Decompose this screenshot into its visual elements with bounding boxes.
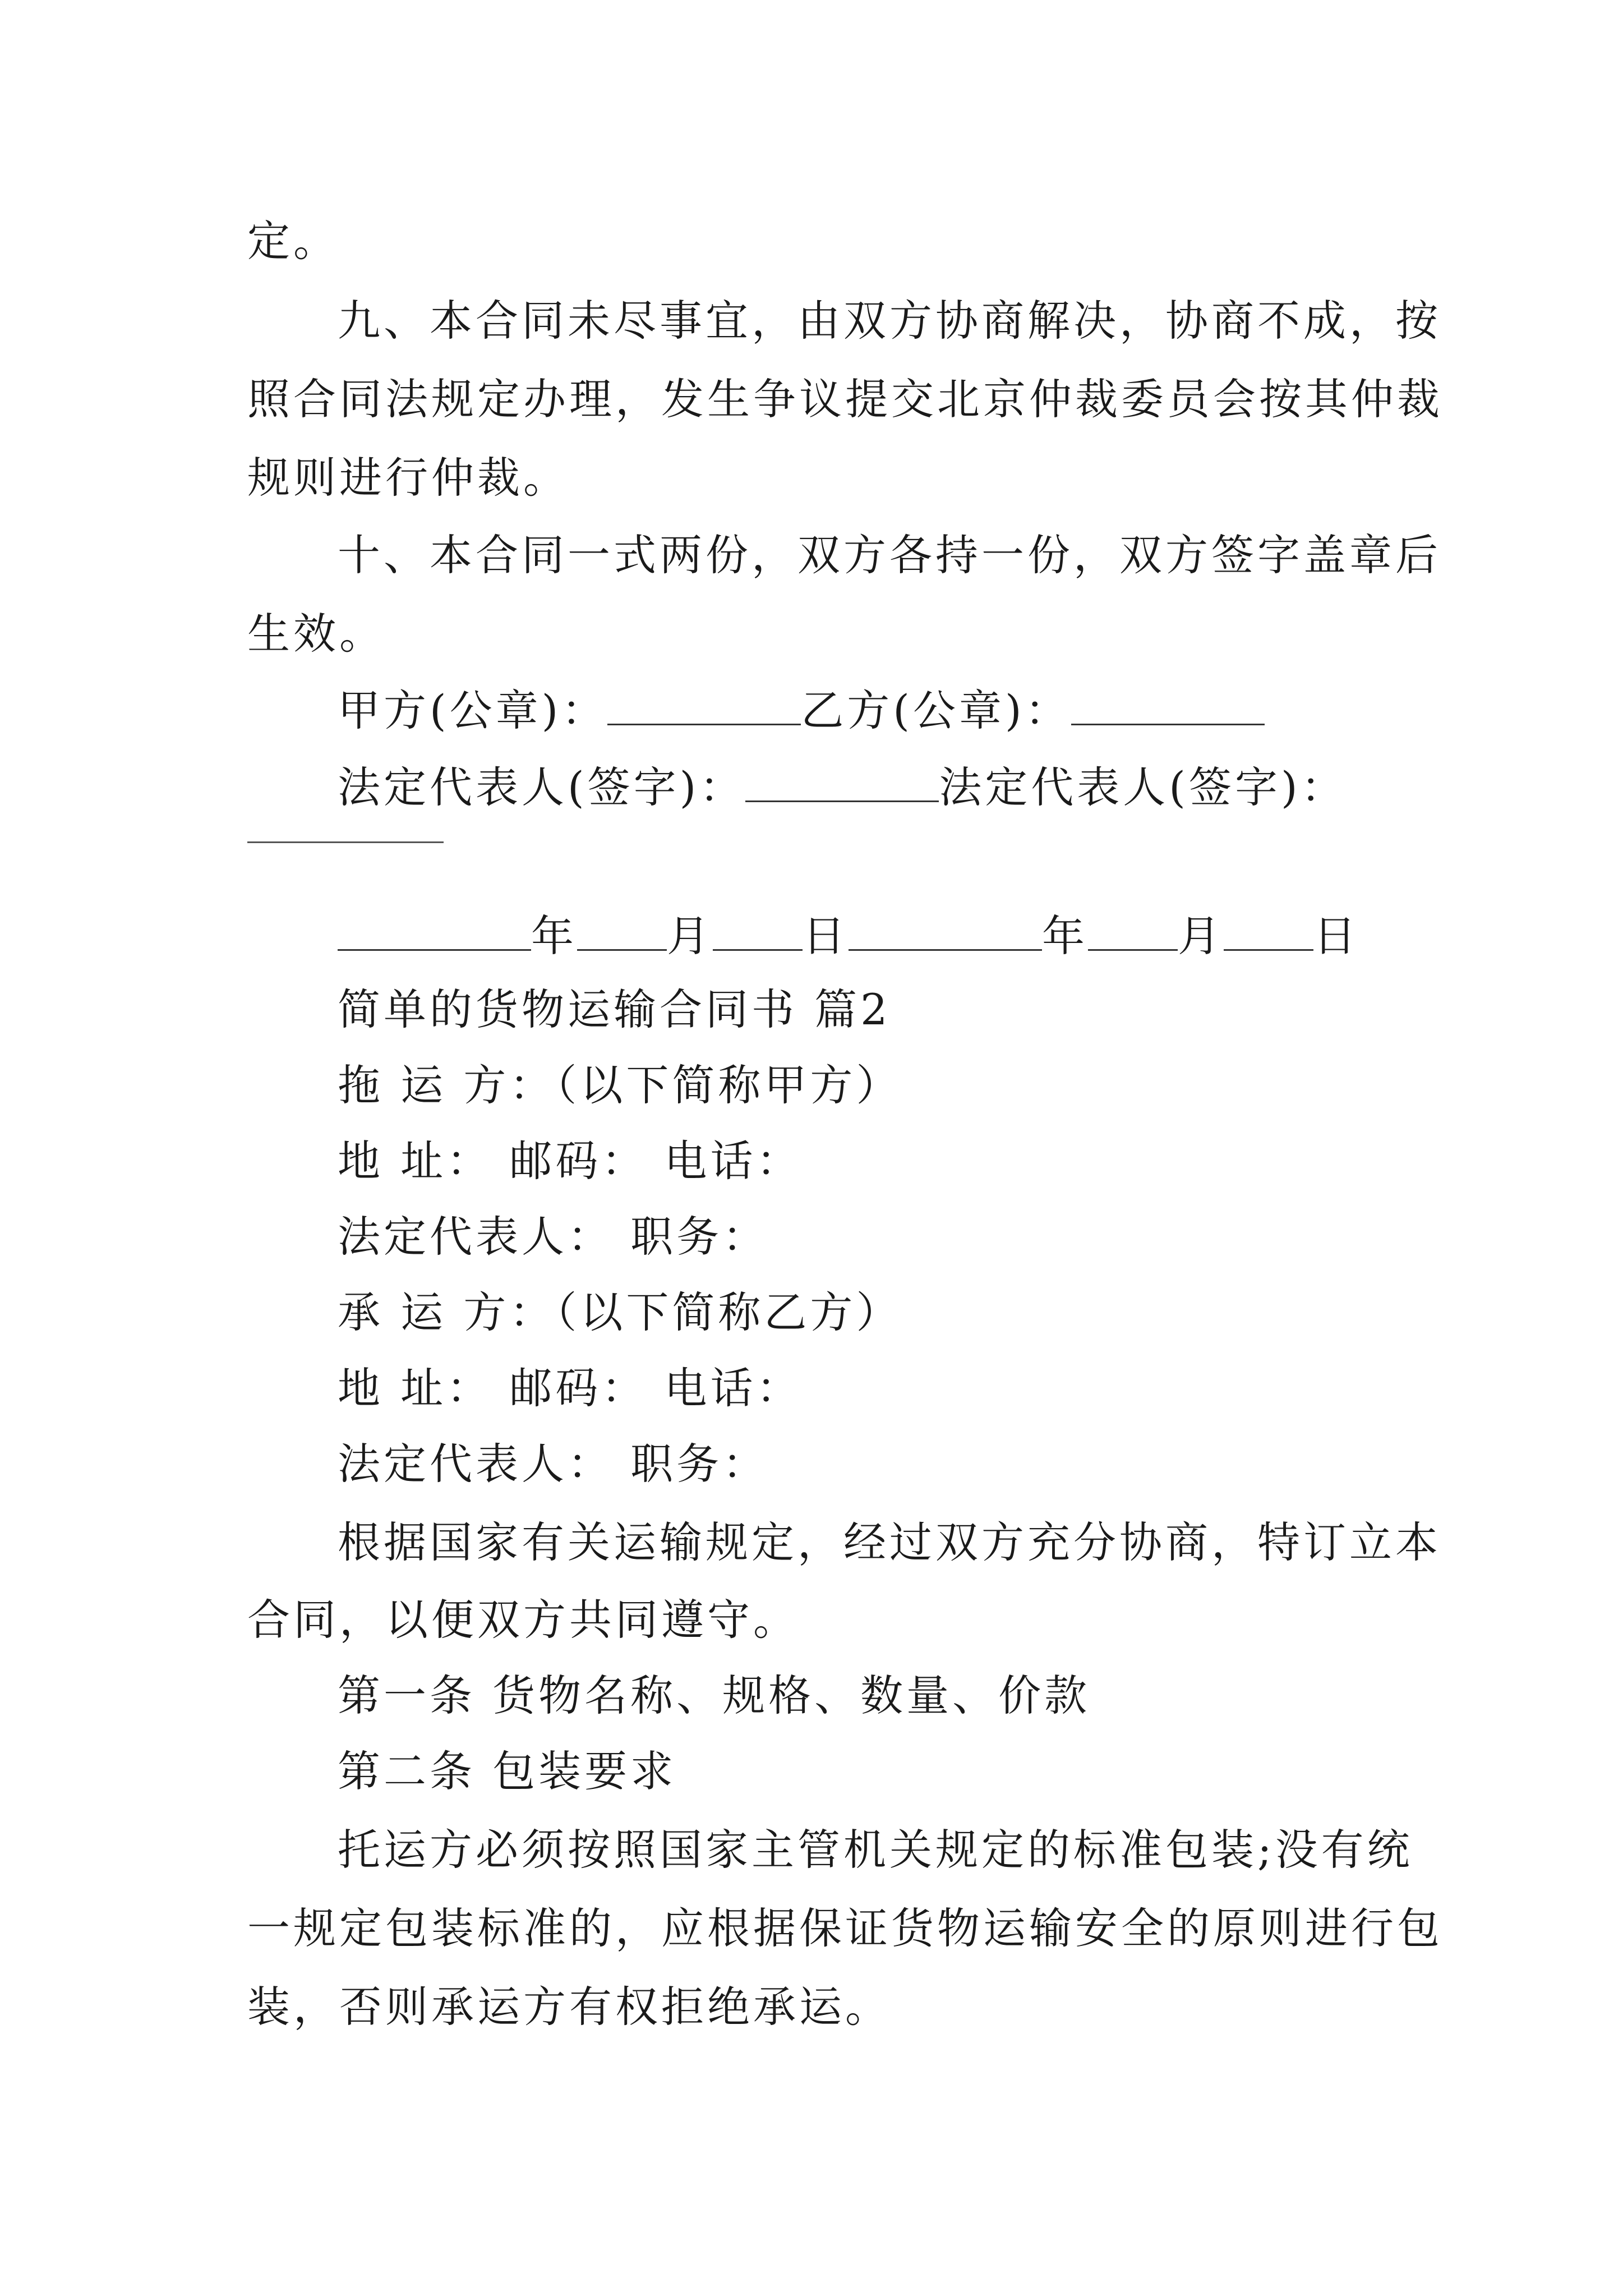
- article-two-line-3: 装，否则承运方有权拒绝承运。: [247, 1982, 891, 2032]
- shipper-line: 拖 运 方：（以下简称甲方）: [338, 1060, 902, 1110]
- preamble-line-2: 合同，以便双方共同遵守。: [247, 1595, 799, 1645]
- signature-row-seal: [338, 684, 1265, 736]
- day-label: 日: [803, 911, 849, 961]
- party-b-year-blank[interactable]: [849, 910, 1042, 951]
- carrier-representative-line: 法定代表人： 职务：: [338, 1439, 769, 1489]
- clause-nine-line-3: 规则进行仲裁。: [247, 453, 569, 503]
- party-a-year-blank[interactable]: [338, 910, 531, 951]
- clause-ten-line-1: 十、本合同一式两份，双方各持一份，双方签字盖章后: [338, 530, 1441, 580]
- shipper-address-line: 地 址： 邮码： 电话：: [338, 1136, 803, 1186]
- article-one-heading: 第一条 货物名称、规格、数量、价款: [338, 1671, 1091, 1720]
- article-two-line-1: 托运方必须按照国家主管机关规定的标准包装;没有统: [338, 1825, 1413, 1875]
- party-a-rep-blank[interactable]: [745, 761, 939, 802]
- party-a-month-blank[interactable]: [577, 910, 667, 951]
- party-a-seal-label: 甲方(公章)：: [338, 685, 608, 735]
- party-a-day-blank[interactable]: [713, 910, 803, 951]
- signature-row-representative: [338, 761, 1347, 813]
- carrier-address-line: 地 址： 邮码： 电话：: [338, 1363, 803, 1413]
- party-b-month-blank[interactable]: [1088, 910, 1178, 951]
- preamble-line-1: 根据国家有关运输规定，经过双方充分协商，特订立本: [338, 1517, 1441, 1567]
- day-label: 日: [1313, 911, 1359, 961]
- month-label: 月: [1178, 911, 1224, 961]
- clause-nine-line-2: 照合同法规定办理，发生争议提交北京仲裁委员会按其仲裁: [247, 374, 1443, 424]
- article-two-heading: 第二条 包装要求: [338, 1746, 677, 1796]
- party-b-rep-label: 法定代表人(签字)：: [939, 762, 1347, 812]
- party-a-rep-label: 法定代表人(签字)：: [338, 762, 746, 812]
- shipper-representative-line: 法定代表人： 职务：: [338, 1212, 769, 1262]
- party-b-day-blank[interactable]: [1224, 910, 1313, 951]
- year-label: 年: [531, 911, 577, 961]
- article-two-line-2: 一规定包装标准的，应根据保证货物运输安全的原则进行包: [247, 1903, 1443, 1953]
- date-row: [338, 910, 1359, 961]
- clause-nine-line-1: 九、本合同未尽事宜，由双方协商解决，协商不成，按: [338, 296, 1441, 346]
- carrier-line: 承 运 方：（以下简称乙方）: [338, 1287, 902, 1337]
- section-title: 简单的货物运输合同书 篇2: [338, 984, 891, 1034]
- paragraph-line: 定。: [247, 216, 339, 266]
- party-b-seal-label: 乙方(公章)：: [801, 685, 1071, 735]
- year-label: 年: [1042, 911, 1088, 961]
- party-b-rep-blank[interactable]: [247, 841, 444, 843]
- month-label: 月: [667, 911, 713, 961]
- party-a-seal-blank[interactable]: [607, 684, 801, 725]
- party-b-seal-blank[interactable]: [1071, 684, 1265, 725]
- clause-ten-line-2: 生效。: [247, 609, 385, 659]
